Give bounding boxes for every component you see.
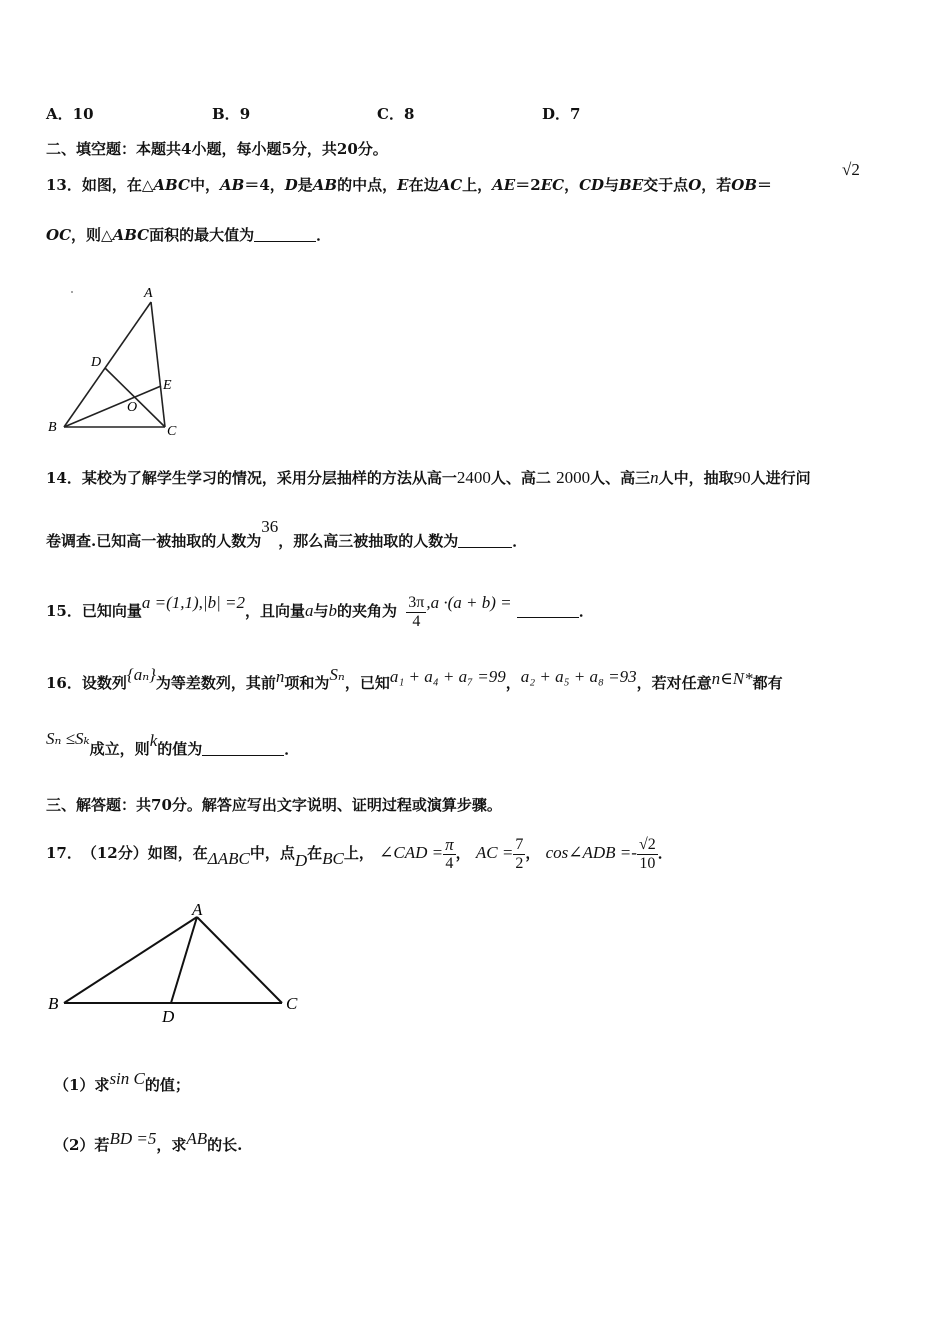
fraction-7-2: $\frac{7}{2}$ xyxy=(515,835,524,872)
triangle-figure-17 xyxy=(45,895,315,1025)
label-c: C xyxy=(167,424,177,439)
label-a: A xyxy=(144,286,153,301)
segment-ad xyxy=(171,917,197,1003)
label-d: D xyxy=(91,355,102,370)
label-c: C xyxy=(286,994,298,1013)
side-ab xyxy=(64,917,197,1003)
section-2-title: 二、填空题：本题共4小题，每小题5分，共20分。 xyxy=(46,140,388,158)
triangle-figure-13 xyxy=(40,278,190,443)
label-b: B xyxy=(48,420,57,435)
answer-blank-16[interactable] xyxy=(202,741,284,756)
sqrt2-expr: √2 xyxy=(842,160,860,179)
question-15: 15．已知向量a =(1,1),|b| =2，且向量a与b的夹角为 $\frac{3\pi}{4}$ ,a ·(a + b) = ． xyxy=(46,593,594,630)
label-b: B xyxy=(48,994,59,1013)
label-e: E xyxy=(163,378,172,393)
answer-blank-13[interactable] xyxy=(254,227,316,242)
answer-blank-14[interactable] xyxy=(458,533,512,548)
label-d: D xyxy=(162,1007,175,1025)
side-ac xyxy=(197,917,282,1003)
question-13-line2: OC，则△ABC面积的最大值为 ． xyxy=(46,226,332,244)
fraction-sqrt2-10: $\frac{√2}{10}$ xyxy=(638,835,656,872)
side-ac xyxy=(151,302,165,427)
option-c: C．8 xyxy=(377,105,415,123)
option-d: D．7 xyxy=(542,105,581,123)
option-a: A．10 xyxy=(46,105,94,123)
question-14-line1: 14．某校为了解学生学习的情况，采用分层抽样的方法从高一2400人、高二 2000人、高三n人中，抽取90人进行问 xyxy=(46,468,811,487)
label-o: O xyxy=(127,400,138,415)
question-13-line1: 13．如图，在△ABC中，AB＝4，D是AB的中点，E在边AC上，AE＝2EC，CD与BE交于点O，若OB＝ xyxy=(46,176,773,194)
question-14-line2: 卷调查.已知高一被抽取的人数为36，那么高三被抽取的人数为 ． xyxy=(46,517,528,550)
answer-blank-15[interactable] xyxy=(517,603,579,618)
question-17: 17．（12分）如图，在ΔABC中，点D在BC上， ∠CAD = $\frac{\pi}{4}$ ， AC = $\frac{7}{2}$ ， cos∠ADB =- $\frac{√2}{10}$ ． xyxy=(46,834,673,872)
question-17-part-2: （2）若BD =5，求AB的长. xyxy=(54,1129,243,1154)
label-a: A xyxy=(192,900,203,919)
question-17-part-1: （1）求sin C的值； xyxy=(54,1069,190,1094)
section-3-title: 三、解答题：共70分。解答应写出文字说明、证明过程或演算步骤。 xyxy=(46,796,502,814)
question-16-line1: 16．设数列{aₙ}为等差数列，其前n项和为Sₙ，已知a₁ + a₄ + a₇ =99，a₂ + a₅ + a₈ =93，若对任意n∈N*都有 xyxy=(46,665,783,692)
angle-fraction: $\frac{3\pi}{4}$ xyxy=(408,593,425,630)
option-b: B．9 xyxy=(212,105,251,123)
fraction-pi-4: $\frac{\pi}{4}$ xyxy=(445,834,454,872)
question-16-line2: Sₙ ≤Sₖ成立，则k的值为 ． xyxy=(46,729,300,758)
